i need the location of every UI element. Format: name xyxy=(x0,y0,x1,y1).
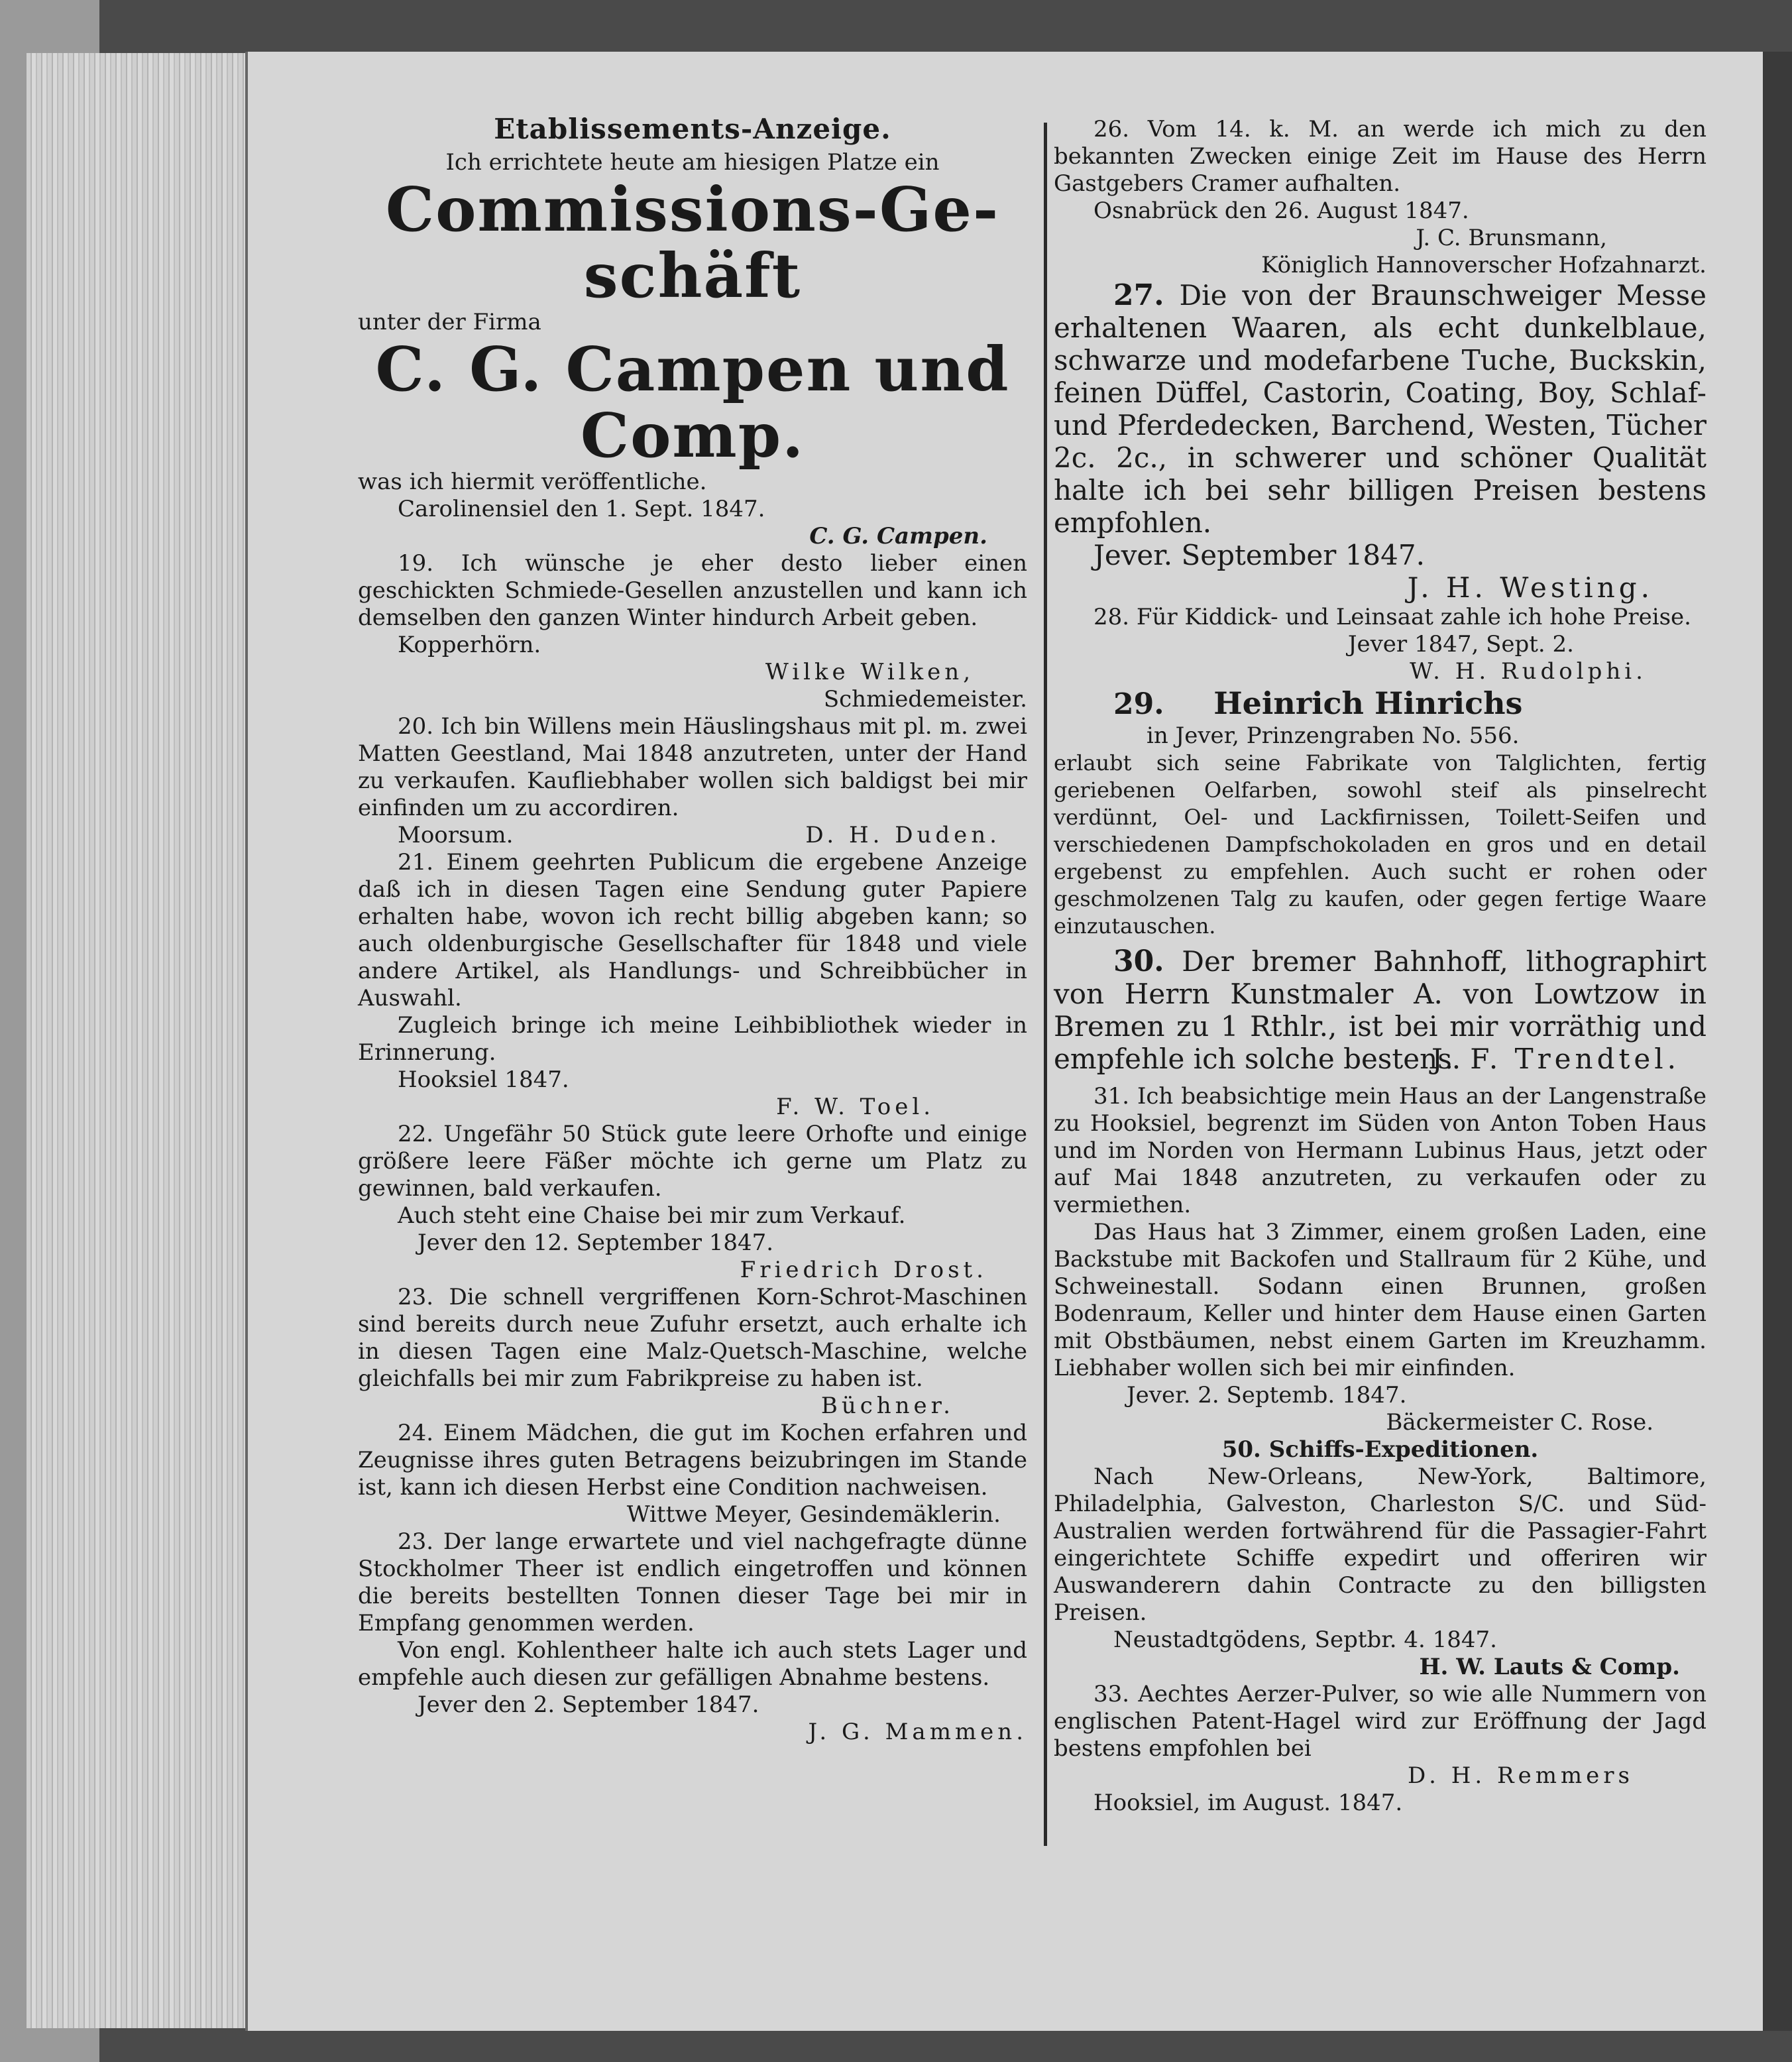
establishment-heading: Etablissements-Anzeige. xyxy=(494,113,891,145)
ad-19-place: Kopperhörn. xyxy=(398,632,541,658)
ad-29-name: Heinrich Hinrichs xyxy=(1213,685,1523,721)
ad-24-signature: Wittwe Meyer, Gesindemäklerin. xyxy=(626,1501,1001,1528)
ad-28-text: 28. Für Kiddick- und Leinsaat zahle ich hohe Preise. xyxy=(1093,604,1691,630)
ad-29-number: 29. xyxy=(1113,687,1164,721)
ad-27-text: Die von der Braunschweiger Messe erhaltenen Waaren, als echt dunkelblaue, schwarze und modefarbene Tuche, Buckskin, feinen Düffel, Castorin, Coating, Boy, Schlaf- und Pferdedecken, Barchend, Westen, Tücher 2c. 2c., in schwerer und schöner Qualität halte ich bei sehr billigen Preisen bestens empfohlen. xyxy=(1054,279,1707,539)
ad-29-header xyxy=(1054,685,1707,722)
ad-31-place: Jever. 2. Septemb. 1847. xyxy=(1127,1382,1407,1408)
ad-28-place: Jever 1847, Sept. 2. xyxy=(1347,631,1574,658)
ad-29-address: in Jever, Prinzengraben No. 556. xyxy=(1147,722,1520,749)
establishment-intro: Ich errichtete heute am hiesigen Platze ein xyxy=(445,149,940,176)
ad-24-text: 24. Einem Mädchen, die gut im Kochen erfahren und Zeugnisse ihres guten Betragens beizubringen im Stande ist, kann ich diesen Herbst eine Condition nachweisen. xyxy=(358,1420,1027,1501)
page-gutter xyxy=(1763,52,1792,2031)
ad-27-number: 27. xyxy=(1113,278,1164,312)
right-column xyxy=(1054,116,1707,1817)
ad-22-place: Jever den 12. September 1847. xyxy=(418,1230,774,1256)
page-stack-edges xyxy=(27,53,247,2028)
ad-30-signature: J. F. Trendtel. xyxy=(1431,1043,1680,1075)
ad-26-title: Königlich Hannoverscher Hofzahnarzt. xyxy=(1261,252,1707,278)
firm-name-line1: C. G. Campen und xyxy=(375,333,1010,405)
ad-20-text: 20. Ich bin Willens mein Häuslingshaus mit pl. m. zwei Matten Geestland, Mai 1848 anzutreten, unter der Hand zu verkaufen. Kaufliebhaber wollen sich baldigst bei mir einfinden um zu accordiren. xyxy=(358,713,1027,821)
ad-28-signature: W. H. Rudolphi. xyxy=(1410,658,1647,685)
ad-50-text: Nach New-Orleans, New-York, Baltimore, Philadelphia, Galveston, Charleston S/C. und Süd-Australien werden fortwährend für die Passagier-Fahrt eingerichtete Schiffe expedirt und offeriren wir Auswanderern dahin Contracte zu den billigsten Preisen. xyxy=(1054,1463,1707,1626)
establishment-signature: C. G. Campen. xyxy=(809,523,987,549)
ad-19-title: Schmiedemeister. xyxy=(823,686,1027,713)
ad-50-place: Neustadtgödens, Septbr. 4. 1847. xyxy=(1113,1627,1497,1653)
ad-27-signature: J. H. Westing. xyxy=(1407,571,1653,604)
ad-23b-signature: J. G. Mammen. xyxy=(808,1719,1027,1745)
ad-31-text: 31. Ich beabsichtige mein Haus an der Langenstraße zu Hooksiel, begrenzt im Süden von Anton Toben Haus und im Norden von Hermann Lubinus Haus, jetzt oder auf Mai 1848 anzutreten, zu verkaufen oder zu vermiethen. xyxy=(1054,1083,1707,1218)
ad-22-signature: Friedrich Drost. xyxy=(740,1257,987,1283)
ad-23-text: 23. Die schnell vergriffenen Korn-Schrot-Maschinen sind bereits durch neue Zufuhr ersetzt, auch erhalte ich in diesen Tagen eine Malz-Quetsch-Maschine, welche gleichfalls bei mir zum Fabrikpreise zu haben ist. xyxy=(358,1284,1027,1392)
ad-33-place: Hooksiel, im August. 1847. xyxy=(1093,1790,1403,1816)
ad-26-signature: J. C. Brunsmann, xyxy=(1416,225,1607,251)
ad-30-number: 30. xyxy=(1113,945,1164,978)
firma-label: unter der Firma xyxy=(358,309,541,335)
ad-22-text2: Auch steht eine Chaise bei mir zum Verkauf. xyxy=(398,1202,906,1229)
ad-19-text: 19. Ich wünsche je eher desto lieber einen geschickten Schmiede-Gesellen anzustellen und kann ich demselben den ganzen Winter hindurch Arbeit geben. xyxy=(358,550,1027,631)
left-column xyxy=(358,106,1027,1746)
ad-50-signature: H. W. Lauts & Comp. xyxy=(1419,1654,1680,1680)
firm-name-line2: Comp. xyxy=(580,400,805,471)
ad-33-text: 33. Aechtes Aerzer-Pulver, so wie alle Nummern von englischen Patent-Hagel wird zur Eröffnung der Jagd bestens empfohlen bei xyxy=(1054,1681,1707,1762)
ad-23-signature: Büchner. xyxy=(820,1393,954,1419)
ad-21-text: 21. Einem geehrten Publicum die ergebene Anzeige daß ich in diesen Tagen eine Sendung guter Papiere erhalten habe, wovon ich recht billig abgeben kann; so auch oldenburgische Gesellschafter für 1848 und viele andere Artikel, als Handlungs- und Schreibbücher in Auswahl. xyxy=(358,849,1027,1011)
column-rule xyxy=(1044,123,1047,1846)
ad-30-text: Der bremer Bahnhoff, lithographirt von Herrn Kunstmaler A. von Lowtzow in Bremen zu 1 Rthlr., ist bei mir vorräthig und empfehle ich solche bestens. xyxy=(1054,945,1707,1075)
ad-27-place: Jever. September 1847. xyxy=(1093,539,1425,571)
ad-31-text2: Das Haus hat 3 Zimmer, einem großen Laden, eine Backstube mit Backofen und Stallraum für 2 Kühe, und Schweinestall. Sodann einen Brunnen, großen Bodenraum, Keller und hinter dem Hause einen Garten mit Obstbäumen, nebst einem Garten im Kreuzhamm. Liebhaber wollen sich bei mir einfinden. xyxy=(1054,1219,1707,1381)
publish-text: was ich hiermit veröffentliche. xyxy=(358,469,707,495)
commission-title-line2: schäft xyxy=(583,240,802,312)
ad-20-place: Moorsum. xyxy=(398,822,514,848)
commission-title-line1: Commissions-Ge- xyxy=(385,174,1000,245)
ad-31-signature: Bäckermeister C. Rose. xyxy=(1386,1409,1653,1436)
ad-19-signature: Wilke Wilken, xyxy=(765,659,974,685)
ad-27 xyxy=(1054,279,1707,539)
ad-29-text: erlaubt sich seine Fabrikate von Talglichten, fertig geriebenen Oelfarben, sowohl steif als pinselrecht verdünnt, Oel- und Lackfirnissen, Toilett-Seifen und verschiedenen Dampfschokoladen en gros und en detail ergebenst zu empfehlen. Auch sucht er rohen oder geschmolzenen Talg zu kaufen, oder gegen fertige Waare einzutauschen. xyxy=(1054,750,1707,939)
ad-21-text2: Zugleich bringe ich meine Leihbibliothek wieder in Erinnerung. xyxy=(358,1012,1027,1066)
ad-26-text: 26. Vom 14. k. M. an werde ich mich zu den bekannten Zwecken einige Zeit im Hause des Herrn Gastgebers Cramer aufhalten. xyxy=(1054,116,1707,197)
ad-23b-place: Jever den 2. September 1847. xyxy=(418,1691,759,1718)
ad-20-signature: D. H. Duden. xyxy=(805,822,1001,848)
ad-23b-text2: Von engl. Kohlentheer halte ich auch stets Lager und empfehle auch diesen zur gefälligen Abnahme bestens. xyxy=(358,1637,1027,1691)
ad-50-title: 50. Schiffs-Expeditionen. xyxy=(1221,1436,1539,1463)
establishment-dateline: Carolinensiel den 1. Sept. 1847. xyxy=(398,496,765,522)
ad-21-place: Hooksiel 1847. xyxy=(398,1066,569,1093)
ad-26-place: Osnabrück den 26. August 1847. xyxy=(1093,198,1469,224)
ad-33-signature: D. H. Remmers xyxy=(1408,1762,1634,1789)
ad-22-text: 22. Ungefähr 50 Stück gute leere Orhofte und einige größere leere Fäßer möchte ich gerne um Platz zu gewinnen, bald verkaufen. xyxy=(358,1121,1027,1202)
ad-23b-text: 23. Der lange erwartete und viel nachgefragte dünne Stockholmer Theer ist endlich eingetroffen und können die bereits bestellten Tonnen dieser Tage bei mir in Empfang genommen werden. xyxy=(358,1528,1027,1636)
ad-21-signature: F. W. Toel. xyxy=(776,1094,934,1120)
